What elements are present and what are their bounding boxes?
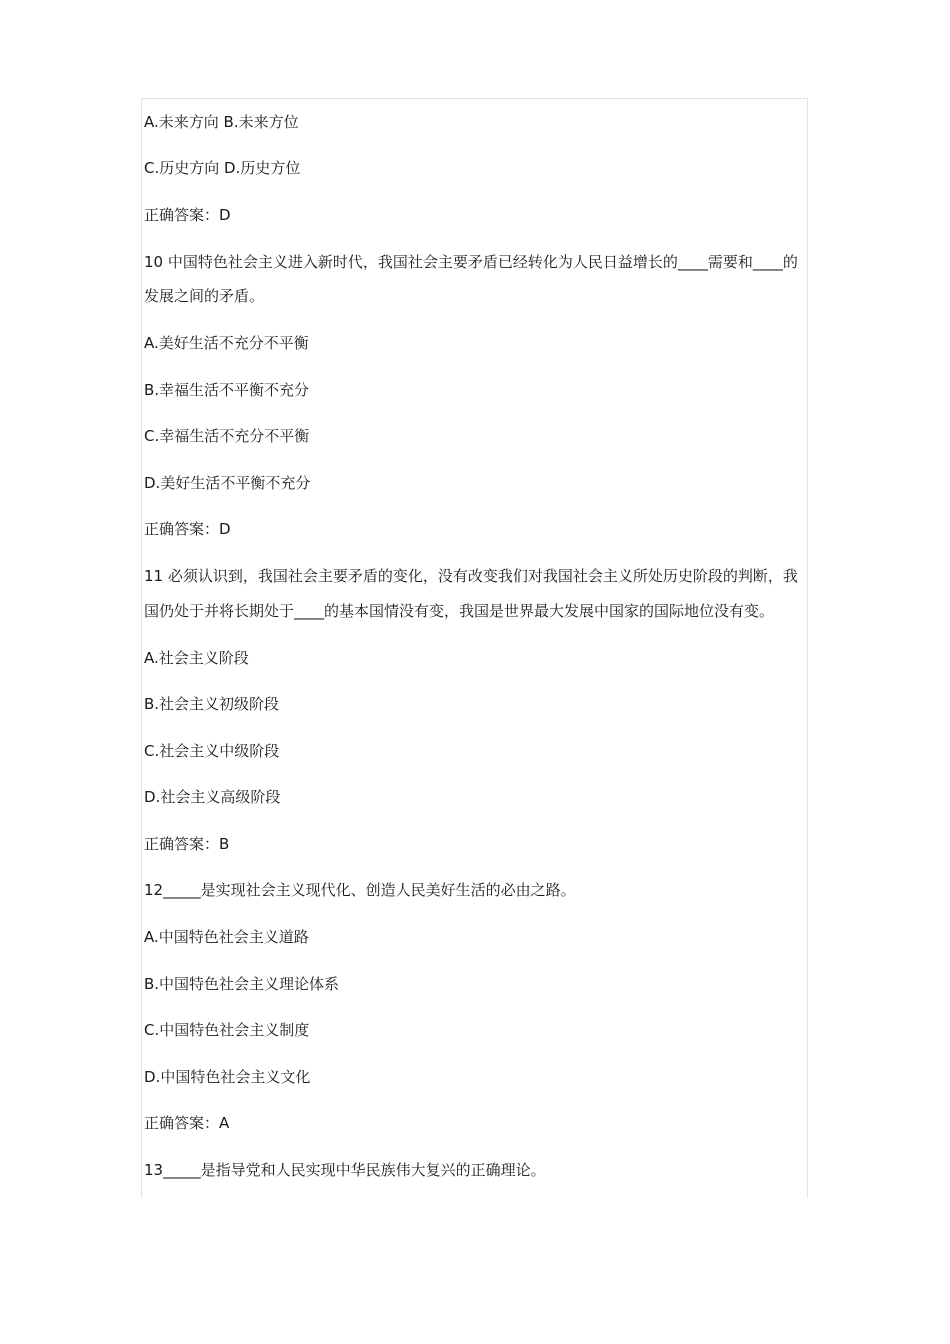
q11-stem-line1: 11 必须认识到，我国社会主要矛盾的变化，没有改变我们对我国社会主义所处历史阶段的判断，我 — [144, 567, 798, 585]
q12-option-c: C.中国特色社会主义制度 — [144, 1021, 310, 1039]
q12-option-a: A.中国特色社会主义道路 — [144, 928, 309, 946]
q10-option-c: C.幸福生活不充分不平衡 — [144, 427, 310, 445]
q10-option-d: D.美好生活不平衡不充分 — [144, 474, 311, 492]
q10-stem-line2: 发展之间的矛盾。 — [144, 287, 265, 305]
q11-option-a: A.社会主义阶段 — [144, 649, 249, 667]
q10-stem-line1: 10 中国特色社会主义进入新时代，我国社会主要矛盾已经转化为人民日益增长的____需要和____的 — [144, 253, 798, 271]
q11-stem-line2: 国仍处于并将长期处于____的基本国情没有变，我国是世界最大发展中国家的国际地位没有变。 — [144, 602, 775, 620]
q10-option-b: B.幸福生活不平衡不充分 — [144, 381, 310, 399]
q12-option-b: B.中国特色社会主义理论体系 — [144, 975, 340, 993]
q11-option-b: B.社会主义初级阶段 — [144, 695, 280, 713]
q10-answer: 正确答案：D — [144, 520, 231, 538]
q11-option-c: C.社会主义中级阶段 — [144, 742, 280, 760]
q11-answer: 正确答案：B — [144, 835, 230, 853]
q12-option-d: D.中国特色社会主义文化 — [144, 1068, 311, 1086]
q11-option-d: D.社会主义高级阶段 — [144, 788, 281, 806]
q9-options-cd: C.历史方向 D.历史方位 — [144, 159, 301, 177]
q9-options-ab: A.未来方向 B.未来方位 — [144, 113, 299, 131]
q13-stem: 13_____是指导党和人民实现中华民族伟大复兴的正确理论。 — [144, 1161, 546, 1179]
q12-stem: 12_____是实现社会主义现代化、创造人民美好生活的必由之路。 — [144, 881, 576, 899]
q10-option-a: A.美好生活不充分不平衡 — [144, 334, 309, 352]
q9-answer: 正确答案：D — [144, 206, 231, 224]
q12-answer: 正确答案：A — [144, 1114, 230, 1132]
